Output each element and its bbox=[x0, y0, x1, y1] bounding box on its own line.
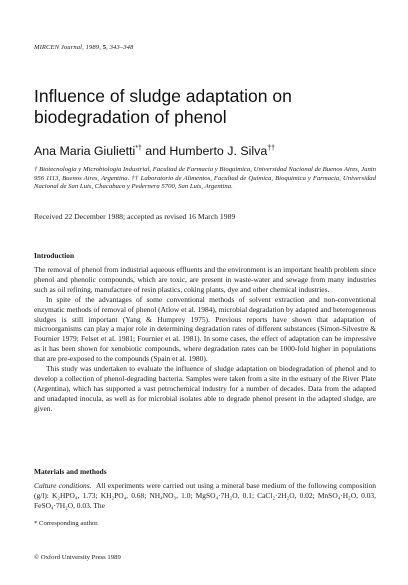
methods-paragraph bbox=[34, 481, 376, 511]
copyright-notice: © Oxford University Press 1989 bbox=[34, 554, 121, 561]
journal-year: , 1989, bbox=[82, 44, 103, 51]
author-connector: and bbox=[141, 144, 170, 158]
author-2-marks: †† bbox=[267, 145, 276, 152]
introduction-heading: Introduction bbox=[34, 251, 75, 260]
article-title bbox=[34, 86, 374, 128]
corresponding-author-footnote: * Corresponding author. bbox=[34, 520, 99, 527]
journal-volume: 5 bbox=[102, 44, 107, 51]
journal-pages: , 343–348 bbox=[106, 44, 134, 51]
author-1-marks: *† bbox=[135, 145, 142, 152]
received-dates: Received 22 December 1988; accepted as revised 16 March 1989 bbox=[34, 212, 236, 221]
intro-paragraph-2: In spite of the advantages of some conventional methods of solvent extraction and non-conventional enzymatic methods of removal of phenol (Atlow et al. 1984), microbial degradation by adapted and heterogeneous sludges is still important (Yang & Humprey 1975). Previous reports have shown that adaptation of microorganisms can play a major role in determining degradation rates of different substances (Simon-Silvestre & Fournier 1979; Felset et al. 1981; Fournier et al. 1981). In some cases, the effect of adaptation can be impressive as it has been shown for xenobiotic compounds, where degradation rates can be 1000-fold higher in populations that are pre-exposed to the compounds (Spain et al. 1980). bbox=[34, 294, 376, 364]
author-line bbox=[34, 141, 379, 159]
intro-paragraph-1: The removal of phenol from industrial aqueous effluents and the environment is an important health problem since phenol and phenolic compounds, which are toxic, are present in waste-water and sewage from many industries such as oil refining, manufacture of resin plastics, coking plants, dye and other chemical industries. bbox=[34, 265, 376, 294]
author-1: Ana Maria Giulietti bbox=[34, 144, 136, 158]
methods-text: All experiments were carried out using a mineral base medium of the following composition (g/l): K₂HPO₄, 1.73; KH₂PO₄, 0.68; NH₄NO₃, 1.0; MgSO₄·7H₂O, 0.1; CaCl₂·2H₂O, 0.02; MnSO₄·H₂O, 0.03, FeSO₄·7H₂O, 0.03. The bbox=[34, 481, 377, 510]
introduction-body bbox=[34, 265, 376, 414]
journal-citation bbox=[34, 44, 133, 51]
journal-name: MIRCEN Journal bbox=[34, 44, 83, 51]
author-2: Humberto J. Silva bbox=[169, 144, 268, 158]
intro-paragraph-3: This study was undertaken to evaluate the influence of sludge adaptation on biodegradation of phenol and to develop a collection of phenol-degrading bacteria. Samples were taken from a site in the estuary of the River Plate (Argentina), which has supported a vast petrochemical industry for a number of decades. Data from the adapted and unadapted inocula, as well as for microbial isolates able to degrade phenol present in the adapted sludge, are given. bbox=[34, 364, 376, 413]
methods-body bbox=[34, 481, 376, 511]
affiliations: † Biotecnologia y Microbiologia Industrial, Facultad de Farmacia y Bioquimica, Universidad Nacional de Buenos Aires, Junin 956 1113, Buenos Aires, Argentina. †† Laboratorio de Alimentos, Facultad de Quimica, Bioquimica y Farmacia, Universidad Nacional de San Luis, Chacabuco y Pedernera 5700, San Luis, Argentina. bbox=[34, 166, 376, 191]
title-line-1: Influence of sludge adaptation on bbox=[34, 86, 292, 106]
methods-heading: Materials and methods bbox=[34, 467, 107, 476]
title-line-2: biodegradation of phenol bbox=[34, 107, 227, 127]
methods-subheading: Culture conditions. bbox=[34, 481, 92, 490]
